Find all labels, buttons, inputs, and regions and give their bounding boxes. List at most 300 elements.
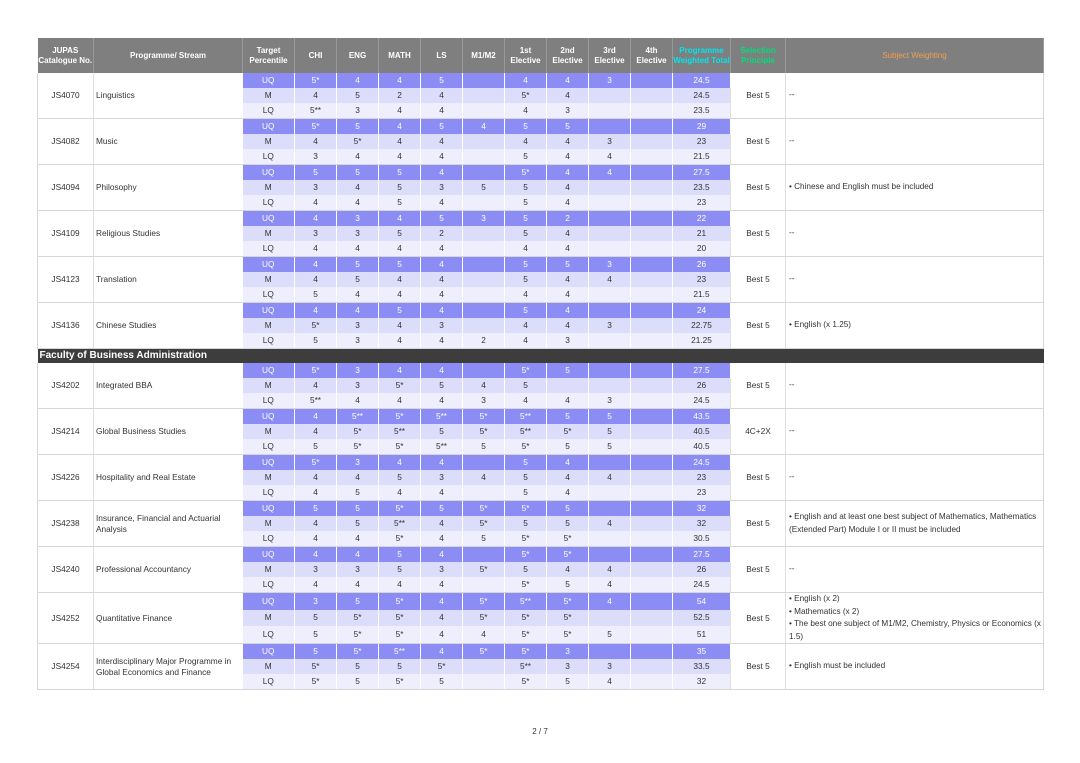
score-cell: 5 xyxy=(547,577,589,593)
score-cell: 4 xyxy=(421,303,463,319)
weighting-line: -- xyxy=(789,228,795,238)
score-cell: 5* xyxy=(463,501,505,517)
score-cell: 5* xyxy=(295,363,337,378)
score-cell xyxy=(631,318,673,333)
score-cell: 2 xyxy=(379,88,421,103)
score-cell xyxy=(589,610,631,627)
weighted-total: 21 xyxy=(673,226,731,241)
score-cell: 4 xyxy=(547,485,589,501)
weighting-line: -- xyxy=(789,274,795,284)
score-cell: 5* xyxy=(379,531,421,547)
score-cell: 5* xyxy=(295,674,337,690)
target-percentile: LQ xyxy=(243,626,295,643)
programme-name: Global Business Studies xyxy=(94,409,243,455)
score-cell: 5 xyxy=(337,516,379,531)
score-cell: 4 xyxy=(295,241,337,257)
score-cell: 4 xyxy=(379,103,421,119)
score-cell: 5 xyxy=(589,626,631,643)
score-cell: 4 xyxy=(421,577,463,593)
score-cell: 4 xyxy=(337,73,379,88)
weighted-total: 24.5 xyxy=(673,393,731,409)
score-cell: 4 xyxy=(421,88,463,103)
weighted-total: 23 xyxy=(673,195,731,211)
score-cell: 5* xyxy=(505,674,547,690)
weighted-total: 43.5 xyxy=(673,409,731,425)
score-cell: 5* xyxy=(379,674,421,690)
score-cell: 4 xyxy=(295,547,337,563)
score-cell: 5 xyxy=(421,211,463,227)
score-cell: 3 xyxy=(295,149,337,165)
score-cell xyxy=(631,303,673,319)
target-percentile: LQ xyxy=(243,393,295,409)
score-cell: 5 xyxy=(463,180,505,195)
score-cell: 5 xyxy=(379,180,421,195)
score-cell: 4 xyxy=(421,257,463,273)
target-percentile: M xyxy=(243,226,295,241)
subject-weighting xyxy=(786,303,1044,349)
selection-principle: Best 5 xyxy=(731,119,786,165)
score-cell: 5 xyxy=(505,180,547,195)
weighting-line: -- xyxy=(789,426,795,436)
score-cell: 4 xyxy=(505,333,547,349)
weighted-total: 23.5 xyxy=(673,103,731,119)
header-elective1: 1st Elective xyxy=(505,38,547,73)
weighted-total: 24 xyxy=(673,303,731,319)
target-percentile: M xyxy=(243,88,295,103)
score-cell xyxy=(463,134,505,149)
score-cell: 5 xyxy=(337,165,379,181)
score-cell: 5* xyxy=(295,73,337,88)
score-cell: 4 xyxy=(589,577,631,593)
table-row xyxy=(38,547,1044,563)
score-cell: 3 xyxy=(421,318,463,333)
score-cell: 4 xyxy=(421,516,463,531)
score-cell: 3 xyxy=(589,393,631,409)
weighted-total: 22 xyxy=(673,211,731,227)
score-cell: 5 xyxy=(295,626,337,643)
score-cell xyxy=(589,287,631,303)
score-cell: 5* xyxy=(463,593,505,610)
score-cell: 4 xyxy=(379,211,421,227)
score-cell: 5 xyxy=(379,547,421,563)
score-cell: 5* xyxy=(379,610,421,627)
weighted-total: 23 xyxy=(673,470,731,485)
score-cell: 5** xyxy=(379,516,421,531)
weighted-total: 21.5 xyxy=(673,287,731,303)
target-percentile: LQ xyxy=(243,241,295,257)
score-cell: 5 xyxy=(295,287,337,303)
score-cell xyxy=(589,378,631,393)
score-cell: 4 xyxy=(589,165,631,181)
score-cell: 5* xyxy=(295,318,337,333)
weighted-total: 23 xyxy=(673,134,731,149)
table-row xyxy=(38,119,1044,135)
score-cell: 5 xyxy=(421,73,463,88)
score-cell: 5* xyxy=(337,644,379,660)
programme-name: Chinese Studies xyxy=(94,303,243,349)
score-cell: 3 xyxy=(337,363,379,378)
target-percentile: LQ xyxy=(243,485,295,501)
weighted-total: 21.25 xyxy=(673,333,731,349)
target-percentile: LQ xyxy=(243,103,295,119)
score-cell xyxy=(631,593,673,610)
programme-name: Quantitative Finance xyxy=(94,593,243,644)
programme-name: Interdisciplinary Major Programme in Global Economics and Finance xyxy=(94,644,243,690)
score-cell xyxy=(631,501,673,517)
target-percentile: UQ xyxy=(243,593,295,610)
score-cell: 5 xyxy=(547,439,589,455)
score-cell: 5* xyxy=(547,424,589,439)
score-cell: 5** xyxy=(421,409,463,425)
score-cell: 3 xyxy=(295,226,337,241)
score-cell: 4 xyxy=(421,393,463,409)
weighting-line: -- xyxy=(789,564,795,574)
target-percentile: M xyxy=(243,134,295,149)
weighted-total: 32 xyxy=(673,501,731,517)
target-percentile: UQ xyxy=(243,363,295,378)
subject-weighting xyxy=(786,409,1044,455)
score-cell: 4 xyxy=(295,272,337,287)
score-cell xyxy=(463,318,505,333)
score-cell: 3 xyxy=(337,562,379,577)
score-cell: 5 xyxy=(337,593,379,610)
score-cell xyxy=(589,195,631,211)
score-cell: 4 xyxy=(505,241,547,257)
score-cell: 5* xyxy=(337,610,379,627)
score-cell: 4 xyxy=(463,470,505,485)
score-cell xyxy=(463,485,505,501)
score-cell: 5 xyxy=(505,303,547,319)
score-cell: 3 xyxy=(463,393,505,409)
score-cell xyxy=(589,455,631,471)
score-cell: 5** xyxy=(295,393,337,409)
score-cell: 4 xyxy=(295,577,337,593)
score-cell: 5* xyxy=(547,593,589,610)
score-cell: 4 xyxy=(421,103,463,119)
header-elective3: 3rd Elective xyxy=(589,38,631,73)
score-cell: 5 xyxy=(379,257,421,273)
header-weighting: Subject Weighting xyxy=(786,38,1044,73)
weighting-line: • Chinese and English must be included xyxy=(789,182,934,192)
target-percentile: LQ xyxy=(243,577,295,593)
target-percentile: UQ xyxy=(243,409,295,425)
score-cell: 5* xyxy=(505,363,547,378)
subject-weighting xyxy=(786,257,1044,303)
score-cell: 4 xyxy=(421,363,463,378)
weighted-total: 51 xyxy=(673,626,731,643)
score-cell: 5* xyxy=(379,409,421,425)
subject-weighting xyxy=(786,547,1044,593)
score-cell: 5** xyxy=(421,439,463,455)
weighting-line: • English (x 2) xyxy=(789,594,840,603)
score-cell xyxy=(631,516,673,531)
score-cell xyxy=(631,547,673,563)
score-cell xyxy=(631,424,673,439)
selection-principle: Best 5 xyxy=(731,257,786,303)
score-cell: 5 xyxy=(505,516,547,531)
weighted-total: 27.5 xyxy=(673,165,731,181)
selection-principle: Best 5 xyxy=(731,73,786,119)
score-cell xyxy=(463,547,505,563)
score-cell: 4 xyxy=(337,393,379,409)
score-cell xyxy=(631,470,673,485)
score-cell: 4 xyxy=(421,149,463,165)
score-cell: 5 xyxy=(337,659,379,674)
weighted-total: 30.5 xyxy=(673,531,731,547)
score-cell: 4 xyxy=(421,547,463,563)
score-cell: 4 xyxy=(295,134,337,149)
score-cell: 4 xyxy=(421,134,463,149)
score-cell xyxy=(589,88,631,103)
selection-principle: Best 5 xyxy=(731,501,786,547)
target-percentile: M xyxy=(243,424,295,439)
score-cell: 4 xyxy=(547,134,589,149)
faculty-name: Faculty of Business Administration xyxy=(38,349,1044,364)
score-cell: 2 xyxy=(547,211,589,227)
score-cell xyxy=(463,195,505,211)
score-cell xyxy=(631,272,673,287)
score-cell: 5 xyxy=(547,363,589,378)
weighting-line: • English and at least one best subject of Mathematics, Mathematics (Extended Part) Module I or II must be included xyxy=(789,512,1037,534)
score-cell: 5* xyxy=(505,626,547,643)
header-elective2: 2nd Elective xyxy=(547,38,589,73)
score-cell xyxy=(631,134,673,149)
header-programme: Programme/ Stream xyxy=(94,38,243,73)
score-cell: 4 xyxy=(547,455,589,471)
score-cell xyxy=(589,547,631,563)
score-cell: 3 xyxy=(337,455,379,471)
score-cell xyxy=(463,257,505,273)
score-cell: 5 xyxy=(505,257,547,273)
score-cell xyxy=(631,659,673,674)
score-cell: 2 xyxy=(463,333,505,349)
score-cell: 3 xyxy=(337,211,379,227)
score-cell: 5* xyxy=(421,659,463,674)
score-cell xyxy=(589,485,631,501)
score-cell: 4 xyxy=(547,318,589,333)
score-cell xyxy=(589,241,631,257)
weighted-total: 32 xyxy=(673,674,731,690)
score-cell: 4 xyxy=(547,470,589,485)
table-row xyxy=(38,211,1044,227)
selection-principle: Best 5 xyxy=(731,303,786,349)
score-cell xyxy=(547,378,589,393)
score-cell: 4 xyxy=(505,103,547,119)
score-cell xyxy=(631,485,673,501)
target-percentile: UQ xyxy=(243,257,295,273)
score-cell: 4 xyxy=(379,287,421,303)
score-cell: 5 xyxy=(421,119,463,135)
score-cell xyxy=(631,363,673,378)
score-cell: 4 xyxy=(547,272,589,287)
score-cell: 3 xyxy=(421,470,463,485)
score-cell xyxy=(631,644,673,660)
score-cell xyxy=(463,272,505,287)
selection-principle: Best 5 xyxy=(731,644,786,690)
score-cell: 4 xyxy=(421,455,463,471)
score-cell: 4 xyxy=(421,485,463,501)
header-m1m2: M1/M2 xyxy=(463,38,505,73)
score-cell: 4 xyxy=(379,73,421,88)
score-cell: 4 xyxy=(547,241,589,257)
target-percentile: M xyxy=(243,470,295,485)
score-cell xyxy=(463,165,505,181)
catalogue-number: JS4070 xyxy=(38,73,94,119)
target-percentile: LQ xyxy=(243,674,295,690)
selection-principle: Best 5 xyxy=(731,363,786,409)
score-cell: 5 xyxy=(547,501,589,517)
score-cell: 4 xyxy=(379,318,421,333)
score-cell: 3 xyxy=(547,333,589,349)
weighted-total: 24.5 xyxy=(673,73,731,88)
score-cell: 4 xyxy=(547,303,589,319)
weighted-total: 27.5 xyxy=(673,363,731,378)
score-cell: 4 xyxy=(589,272,631,287)
score-cell: 5* xyxy=(295,455,337,471)
score-cell: 3 xyxy=(295,180,337,195)
weighted-total: 35 xyxy=(673,644,731,660)
score-cell: 5* xyxy=(505,88,547,103)
catalogue-number: JS4094 xyxy=(38,165,94,211)
table-body xyxy=(38,73,1044,690)
score-cell: 5 xyxy=(421,501,463,517)
score-cell: 4 xyxy=(337,303,379,319)
score-cell: 4 xyxy=(337,470,379,485)
table-row xyxy=(38,644,1044,660)
score-cell: 4 xyxy=(421,272,463,287)
score-cell: 5* xyxy=(505,165,547,181)
catalogue-number: JS4254 xyxy=(38,644,94,690)
target-percentile: M xyxy=(243,516,295,531)
score-cell: 5 xyxy=(589,409,631,425)
score-cell: 5 xyxy=(295,644,337,660)
score-cell xyxy=(631,378,673,393)
score-cell: 3 xyxy=(421,180,463,195)
table-row xyxy=(38,455,1044,471)
score-cell: 4 xyxy=(379,393,421,409)
score-cell: 5 xyxy=(337,674,379,690)
score-cell: 5** xyxy=(505,409,547,425)
table-row xyxy=(38,73,1044,88)
score-cell: 4 xyxy=(379,577,421,593)
score-cell xyxy=(631,195,673,211)
catalogue-number: JS4226 xyxy=(38,455,94,501)
weighted-total: 52.5 xyxy=(673,610,731,627)
table-row xyxy=(38,593,1044,610)
page-number: 2 / 7 xyxy=(532,727,548,736)
score-cell: 3 xyxy=(463,211,505,227)
score-cell xyxy=(463,88,505,103)
score-cell: 4 xyxy=(547,149,589,165)
score-cell: 5 xyxy=(379,195,421,211)
score-cell xyxy=(631,333,673,349)
score-cell: 5 xyxy=(505,272,547,287)
score-cell: 4 xyxy=(421,287,463,303)
subject-weighting xyxy=(786,455,1044,501)
score-cell: 4 xyxy=(379,272,421,287)
target-percentile: UQ xyxy=(243,165,295,181)
programme-name: Music xyxy=(94,119,243,165)
score-cell: 4 xyxy=(337,547,379,563)
score-cell xyxy=(589,226,631,241)
score-cell: 4 xyxy=(379,119,421,135)
score-cell: 5 xyxy=(463,531,505,547)
score-cell: 5* xyxy=(337,626,379,643)
score-cell: 5 xyxy=(295,610,337,627)
weighted-total: 40.5 xyxy=(673,424,731,439)
score-cell: 5 xyxy=(505,470,547,485)
subject-weighting xyxy=(786,644,1044,690)
subject-weighting xyxy=(786,593,1044,644)
score-cell: 5* xyxy=(379,439,421,455)
score-cell xyxy=(631,226,673,241)
table-row xyxy=(38,363,1044,378)
score-cell: 4 xyxy=(547,73,589,88)
weighted-total: 32 xyxy=(673,516,731,531)
selection-principle: Best 5 xyxy=(731,593,786,644)
score-cell: 5* xyxy=(547,531,589,547)
score-cell: 5* xyxy=(337,134,379,149)
weighted-total: 54 xyxy=(673,593,731,610)
score-cell: 4 xyxy=(589,562,631,577)
subject-weighting xyxy=(786,363,1044,409)
score-cell: 4 xyxy=(295,470,337,485)
score-cell xyxy=(631,674,673,690)
target-percentile: M xyxy=(243,562,295,577)
score-cell: 5 xyxy=(589,424,631,439)
score-cell xyxy=(463,241,505,257)
score-cell: 4 xyxy=(547,562,589,577)
score-cell: 4 xyxy=(421,165,463,181)
score-cell xyxy=(631,287,673,303)
selection-principle: Best 5 xyxy=(731,547,786,593)
weighting-line: • Mathematics (x 2) xyxy=(789,606,860,616)
score-cell: 4 xyxy=(547,226,589,241)
catalogue-number: JS4082 xyxy=(38,119,94,165)
score-cell: 5 xyxy=(547,674,589,690)
programme-name: Linguistics xyxy=(94,73,243,119)
selection-principle: Best 5 xyxy=(731,165,786,211)
score-cell: 5 xyxy=(337,88,379,103)
score-cell: 5* xyxy=(463,610,505,627)
score-cell: 5* xyxy=(463,424,505,439)
score-cell: 5 xyxy=(421,424,463,439)
score-cell: 4 xyxy=(421,593,463,610)
selection-principle: 4C+2X xyxy=(731,409,786,455)
weighting-line: • English (x 1.25) xyxy=(789,320,852,330)
score-cell: 4 xyxy=(295,257,337,273)
score-cell xyxy=(631,455,673,471)
score-cell: 3 xyxy=(547,644,589,660)
score-cell: 4 xyxy=(589,470,631,485)
score-cell: 5** xyxy=(505,659,547,674)
target-percentile: LQ xyxy=(243,195,295,211)
score-cell: 4 xyxy=(337,180,379,195)
score-cell: 5* xyxy=(379,593,421,610)
score-cell: 5* xyxy=(463,644,505,660)
score-cell: 5* xyxy=(505,501,547,517)
score-cell: 4 xyxy=(379,485,421,501)
weighted-total: 24.5 xyxy=(673,455,731,471)
score-cell: 3 xyxy=(589,257,631,273)
score-cell: 5 xyxy=(337,501,379,517)
score-cell: 5 xyxy=(337,485,379,501)
score-cell: 4 xyxy=(505,318,547,333)
header-selection: Selection Principle xyxy=(731,38,786,73)
score-cell: 5 xyxy=(295,439,337,455)
header-chi: CHI xyxy=(295,38,337,73)
programme-name: Insurance, Financial and Actuarial Analysis xyxy=(94,501,243,547)
